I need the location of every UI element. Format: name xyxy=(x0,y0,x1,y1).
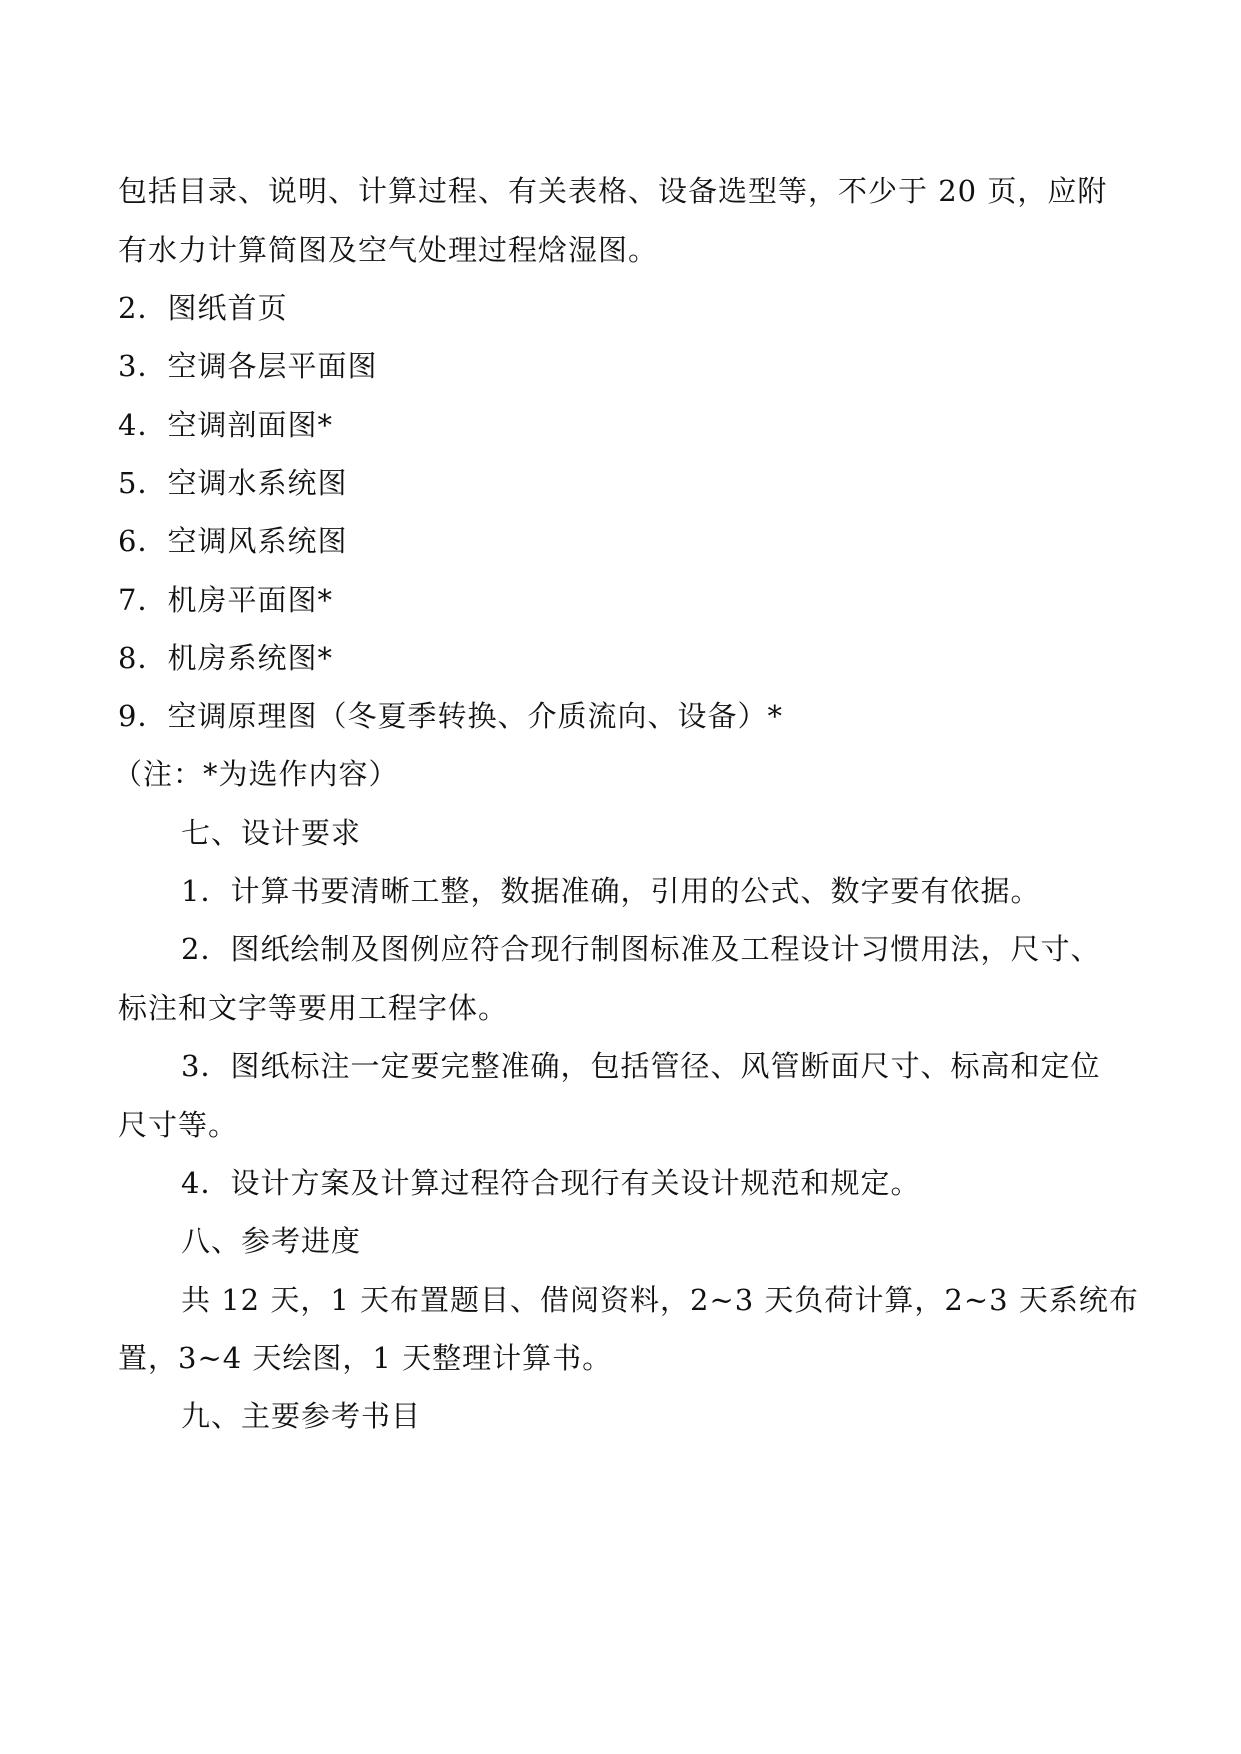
list-item: 2．图纸首页 xyxy=(118,291,288,325)
contents-paragraph-line-1: 包括目录、说明、计算过程、有关表格、设备选型等，不少于 20 页，应附 xyxy=(118,174,1108,208)
section-9-heading: 九、主要参考书目 xyxy=(181,1399,422,1433)
optional-note: （注：*为选作内容） xyxy=(113,757,399,791)
schedule-line-2: 置，3~4 天绘图，1 天整理计算书。 xyxy=(118,1341,613,1375)
section-7-heading: 七、设计要求 xyxy=(181,816,362,850)
contents-paragraph-line-2: 有水力计算简图及空气处理过程焓湿图。 xyxy=(118,233,659,267)
list-item: 6．空调风系统图 xyxy=(118,524,348,558)
list-item: 5．空调水系统图 xyxy=(118,466,348,500)
requirement-1: 1．计算书要清晰工整，数据准确，引用的公式、数字要有依据。 xyxy=(181,874,1041,908)
list-item: 9．空调原理图（冬夏季转换、介质流向、设备）* xyxy=(118,699,783,733)
requirement-2-line-2: 标注和文字等要用工程字体。 xyxy=(118,991,509,1025)
requirement-3-line-1: 3．图纸标注一定要完整准确，包括管径、风管断面尺寸、标高和定位 xyxy=(181,1049,1101,1083)
list-item: 7．机房平面图* xyxy=(118,583,333,617)
requirement-4: 4．设计方案及计算过程符合现行有关设计规范和规定。 xyxy=(181,1166,921,1200)
list-item: 4．空调剖面图* xyxy=(118,408,333,442)
list-item: 3．空调各层平面图 xyxy=(118,349,378,383)
list-item: 8．机房系统图* xyxy=(118,641,333,675)
requirement-2-line-1: 2．图纸绘制及图例应符合现行制图标准及工程设计习惯用法，尺寸、 xyxy=(181,932,1101,966)
requirement-3-line-2: 尺寸等。 xyxy=(118,1108,239,1142)
section-8-heading: 八、参考进度 xyxy=(181,1224,362,1258)
schedule-line-1: 共 12 天，1 天布置题目、借阅资料，2~3 天负荷计算，2~3 天系统布 xyxy=(181,1283,1139,1317)
